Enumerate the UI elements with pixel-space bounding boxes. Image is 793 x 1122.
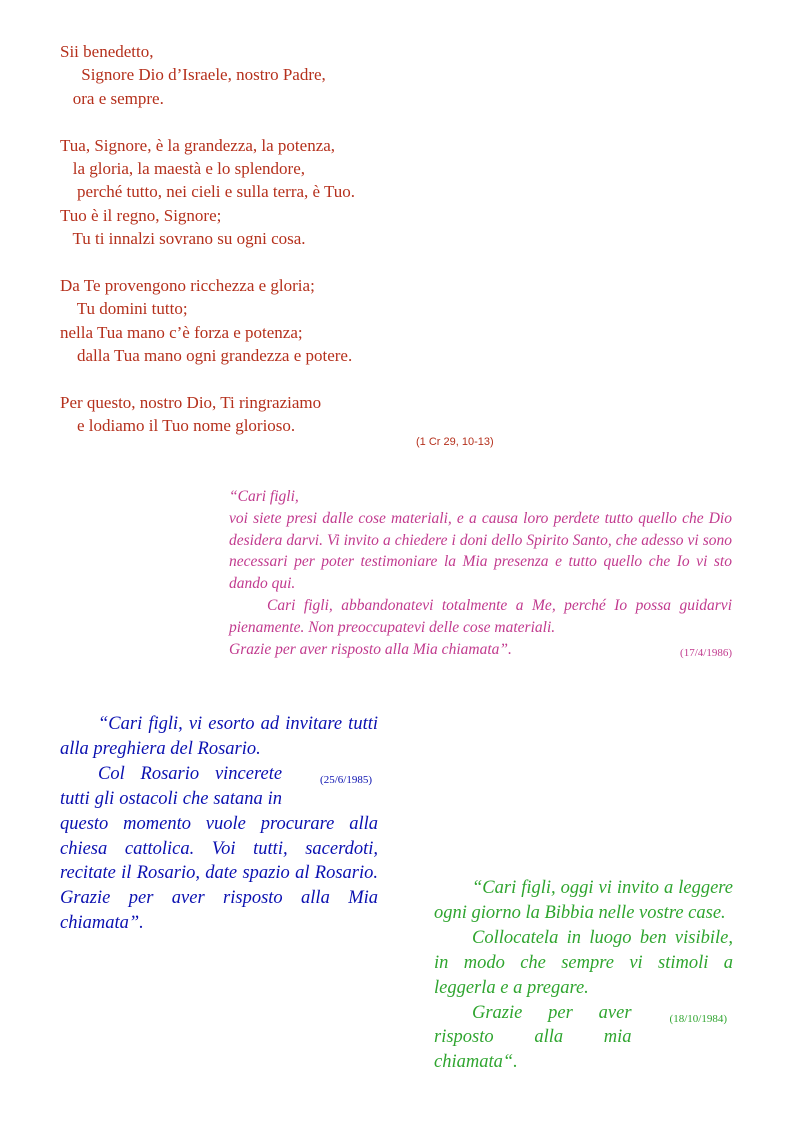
psalm-line: Tu ti innalzi sovrano su ogni cosa. [60, 229, 306, 249]
message-closing: Grazie per aver risposto alla Mia chiamata”. [229, 640, 512, 658]
psalm-line: dalla Tua mano ogni grandezza e potere. [60, 346, 353, 366]
message-paragraph [229, 639, 732, 661]
message-date: (17/4/1986) [680, 646, 732, 659]
message-date: (25/6/1985) [320, 773, 372, 786]
psalm-line: perché tutto, nei cieli e sulla terra, è Tuo. [60, 182, 356, 202]
psalm-line: Tuo è il regno, Signore; [60, 205, 222, 225]
message-paragraph: “Cari figli, vi esorto ad invitare tutti alla preghiera del Rosario. [60, 714, 378, 759]
message-1984 [434, 876, 733, 1075]
message-date: (18/10/1984) [669, 1012, 727, 1025]
message-closing: Grazie per aver risposto alla mia chiamata“. [434, 1002, 632, 1073]
psalm-line: Da Te provengono ricchezza e gloria; [60, 275, 315, 295]
psalm-reference: (1 Cr 29, 10-13) [416, 436, 494, 448]
message-1985 [60, 712, 378, 936]
psalm-line: Signore Dio d’Israele, nostro Padre, [60, 65, 326, 85]
message-paragraph: Collocatela in luogo ben visibile, in modo che sempre vi stimoli a leggerla e a pregare. [434, 927, 733, 998]
psalm-line: Per questo, nostro Dio, Ti ringraziamo [60, 392, 322, 412]
psalm-line: ora e sempre. [60, 88, 164, 108]
psalm-line: Tua, Signore, è la grandezza, la potenza, [60, 135, 336, 155]
psalm-line: nella Tua mano c’è forza e potenza; [60, 322, 303, 342]
message-paragraph [434, 1001, 733, 1076]
message-paragraph [60, 762, 378, 936]
message-paragraph: Cari figli, abbandonatevi totalmente a Me, perché Io possa guidarvi pienamente. Non preoccupatevi delle cose materiali. [229, 596, 732, 636]
psalm-line: e lodiamo il Tuo nome glorioso. [60, 416, 296, 436]
psalm-line: la gloria, la maestà e lo splendore, [60, 158, 305, 178]
message-paragraph: “Cari figli, oggi vi invito a leggere ogni giorno la Bibbia nelle vostre case. [434, 878, 733, 923]
message-paragraph: voi siete presi dalle cose materiali, e a causa loro perdete tutto quello che Dio desidera darvi. Vi invito a chiedere i doni dello Spirito Santo, che adesso vi sono necessari per poter testimoniare la Mia presenza e tutto quello che Io vi sto dando qui. [229, 509, 732, 593]
psalm-line: Sii benedetto, [60, 42, 154, 61]
psalm-text [60, 40, 520, 438]
message-closing: Col Rosario vincerete tutti gli ostacoli che satana in questo momento vuole procurare alla chiesa cattolica. Voi tutti, sacerdoti, recitate il Rosario, date spazio al Rosario. Grazie per aver risposto alla Mia chiamata”. [60, 763, 378, 934]
psalm-line: Tu domini tutto; [60, 299, 188, 319]
message-1986 [229, 486, 732, 664]
message-paragraph: “Cari figli, [229, 488, 299, 505]
